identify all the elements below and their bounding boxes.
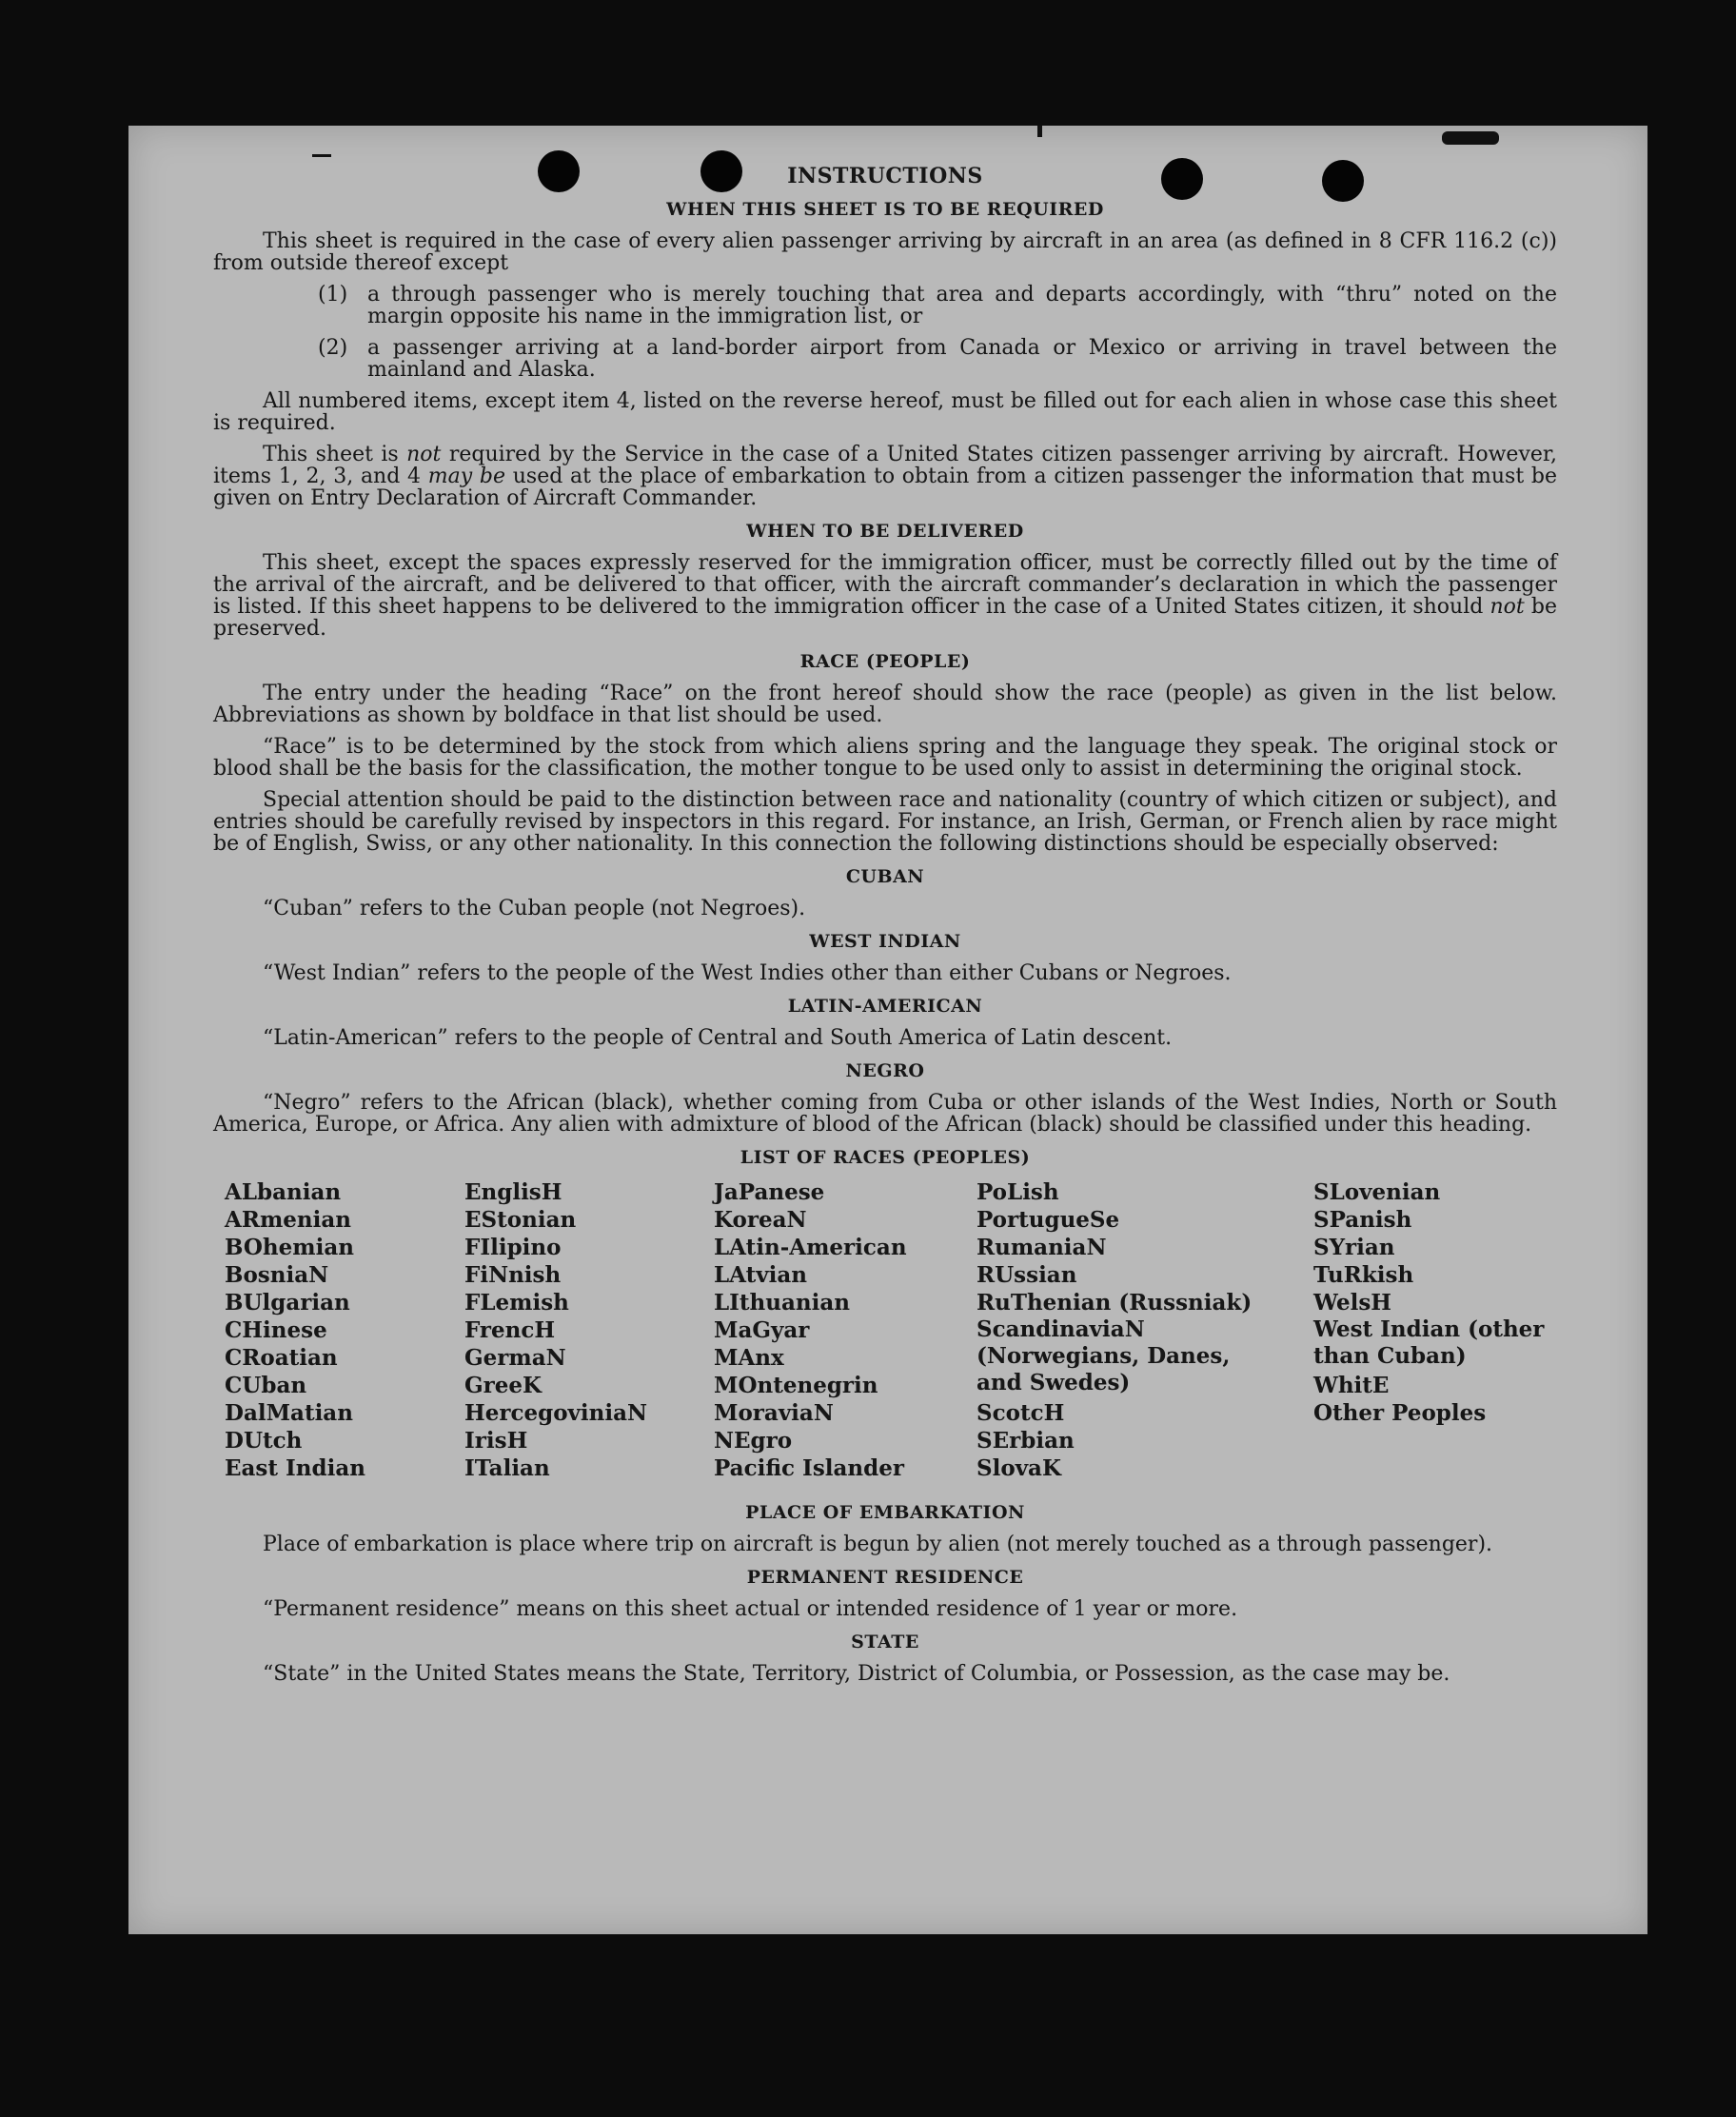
race-entry: MaGyar — [714, 1317, 810, 1343]
race-entry: KoreaN — [714, 1207, 807, 1233]
race-column — [714, 1178, 963, 1482]
race-entry: BOhemian — [225, 1235, 354, 1260]
race-entry: FLemish — [464, 1290, 569, 1316]
race-entry: CUban — [225, 1373, 307, 1398]
document-page — [128, 126, 1647, 1934]
paragraph-numbered-items: All numbered items, except item 4, listed on the reverse hereof, must be filled out for each alien in whose case this sheet is required. — [213, 389, 1557, 435]
race-entry: DUtch — [225, 1428, 303, 1454]
race-entry: CRoatian — [225, 1345, 338, 1371]
race-entry: FrencH — [464, 1317, 556, 1343]
race-entry: Other Peoples — [1313, 1400, 1487, 1426]
race-entry: SPanish — [1313, 1207, 1412, 1233]
race-entry: MOntenegrin — [714, 1373, 878, 1398]
paragraph-race-1: The entry under the heading “Race” on the front hereof should show the race (people) as given in the list below. Abbreviations as shown by boldface in that list should be used. — [213, 682, 1557, 727]
race-list — [213, 1178, 1557, 1491]
section-heading-race: RACE (PEOPLE) — [799, 651, 971, 672]
paragraph-citizen: This sheet is not required by the Service in the case of a United States citizen passenger arriving by aircraft. However, items 1, 2, 3, and 4 may be used at the place of embarkation to obtain from a citizen passenger the information that must be given on Entry Declaration of Aircraft Commander. — [213, 443, 1557, 510]
race-entry: RuThenian (Russniak) — [976, 1290, 1253, 1316]
section-heading-west-indian: WEST INDIAN — [809, 931, 961, 952]
race-entry: RumaniaN — [976, 1235, 1107, 1260]
race-entry: LIthuanian — [714, 1290, 850, 1316]
race-entry: FIlipino — [464, 1235, 562, 1260]
definition-cuban: “Cuban” refers to the Cuban people (not Negroes). — [263, 897, 806, 920]
section-heading-cuban: CUBAN — [845, 866, 925, 887]
race-entry: West Indian (other than Cuban) — [1313, 1316, 1545, 1369]
race-entry: PoLish — [976, 1179, 1059, 1205]
race-entry: MAnx — [714, 1345, 784, 1371]
section-heading-negro: NEGRO — [845, 1060, 925, 1081]
race-entry: IrisH — [464, 1428, 528, 1454]
definition-residence: “Permanent residence” means on this sheet actual or intended residence of 1 year or more. — [263, 1597, 1238, 1621]
race-entry: ScotcH — [976, 1400, 1065, 1426]
definition-latin-american: “Latin-American” refers to the people of Central and South America of Latin descent. — [263, 1026, 1173, 1050]
smudge — [1442, 131, 1499, 145]
section-heading-when-required: WHEN THIS SHEET IS TO BE REQUIRED — [666, 199, 1104, 220]
race-entry: BosniaN — [225, 1262, 329, 1288]
race-entry: ARmenian — [225, 1207, 352, 1233]
race-entry: RUssian — [976, 1262, 1077, 1288]
instructions-text — [213, 166, 1557, 1694]
race-entry: JaPanese — [714, 1179, 825, 1205]
race-entry: ALbanian — [225, 1179, 342, 1205]
definition-state: “State” in the United States means the State, Territory, District of Columbia, or Possession, as the case may be. — [263, 1662, 1450, 1686]
race-entry: GermaN — [464, 1345, 566, 1371]
definition-west-indian: “West Indian” refers to the people of the West Indies other than either Cubans or Negroes. — [263, 961, 1232, 985]
race-entry: LAtin-American — [714, 1235, 907, 1260]
race-column — [976, 1178, 1253, 1482]
paragraph-delivery: This sheet, except the spaces expressly reserved for the immigration officer, must be correctly filled out by the time of the arrival of the aircraft, and be delivered to that officer, with the aircraft commander’s declaration in which the passenger is listed. If this sheet happens to be delivered to the immigration officer in the case of a United States citizen, it should not be preserved. — [213, 551, 1557, 641]
race-entry: CHinese — [225, 1317, 327, 1343]
race-entry: SlovaK — [976, 1455, 1061, 1481]
race-entry: DalMatian — [225, 1400, 353, 1426]
page-title: INSTRUCTIONS — [787, 164, 983, 188]
race-entry: TuRkish — [1313, 1262, 1414, 1288]
smudge — [312, 154, 331, 157]
section-heading-state: STATE — [851, 1632, 919, 1652]
race-entry: EStonian — [464, 1207, 577, 1233]
race-entry: MoraviaN — [714, 1400, 834, 1426]
race-entry: Pacific Islander — [714, 1455, 904, 1481]
definition-negro: “Negro” refers to the African (black), whether coming from Cuba or other islands of the West Indies, North or South America, Europe, or Africa. Any alien with admixture of blood of the African (black) should be classified under this heading. — [213, 1091, 1557, 1137]
race-entry: EnglisH — [464, 1179, 562, 1205]
section-heading-latin-american: LATIN-AMERICAN — [787, 996, 983, 1017]
paragraph-race-2: “Race” is to be determined by the stock from which aliens spring and the language they speak. The original stock or blood shall be the basis for the classification, the mother tongue to be used only to assist in determining the original stock. — [213, 735, 1557, 781]
section-heading-residence: PERMANENT RESIDENCE — [746, 1567, 1024, 1588]
race-entry: BUlgarian — [225, 1290, 350, 1316]
race-entry: NEgro — [714, 1428, 793, 1454]
race-column — [1313, 1178, 1557, 1427]
race-entry: HercegoviniaN — [464, 1400, 648, 1426]
section-heading-embarkation: PLACE OF EMBARKATION — [745, 1502, 1025, 1523]
race-entry: WhitE — [1313, 1373, 1390, 1398]
section-heading-when-delivered: WHEN TO BE DELIVERED — [746, 521, 1024, 542]
race-column — [464, 1178, 702, 1482]
paragraph-race-3: Special attention should be paid to the distinction between race and nationality (country of which citizen or subject), and entries should be carefully revised by inspectors in this regard. For instance, an Irish, German, or French alien by race might be of English, Swiss, or any other nationality. In this connection the following distinctions should be especially observed: — [213, 788, 1557, 856]
smudge — [1037, 126, 1042, 137]
race-entry: LAtvian — [714, 1262, 807, 1288]
race-entry: FiNnish — [464, 1262, 562, 1288]
race-entry: SYrian — [1313, 1235, 1395, 1260]
race-entry: SErbian — [976, 1428, 1075, 1454]
race-entry: East Indian — [225, 1455, 365, 1481]
race-entry: ScandinaviaN (Norwegians, Danes, and Swedes) — [976, 1316, 1231, 1395]
race-entry: GreeK — [464, 1373, 542, 1398]
section-heading-list-of-races: LIST OF RACES (PEOPLES) — [740, 1147, 1031, 1168]
exception-item: (1) a through passenger who is merely touching that area and departs accordingly, with “thru” noted on the margin opposite his name in the immigration list, or — [318, 283, 1557, 328]
paragraph-intro: This sheet is required in the case of every alien passenger arriving by aircraft in an area (as defined in 8 CFR 116.2 (c)) from outside thereof except — [213, 229, 1557, 275]
race-entry: PortugueSe — [976, 1207, 1120, 1233]
exception-item: (2) a passenger arriving at a land-border airport from Canada or Mexico or arriving in travel between the mainland and Alaska. — [318, 336, 1557, 382]
race-column — [225, 1178, 444, 1482]
race-entry: ITalian — [464, 1455, 550, 1481]
definition-embarkation: Place of embarkation is place where trip on aircraft is begun by alien (not merely touched as a through passenger). — [263, 1533, 1493, 1556]
race-entry: WelsH — [1313, 1290, 1392, 1316]
race-entry: SLovenian — [1313, 1179, 1441, 1205]
